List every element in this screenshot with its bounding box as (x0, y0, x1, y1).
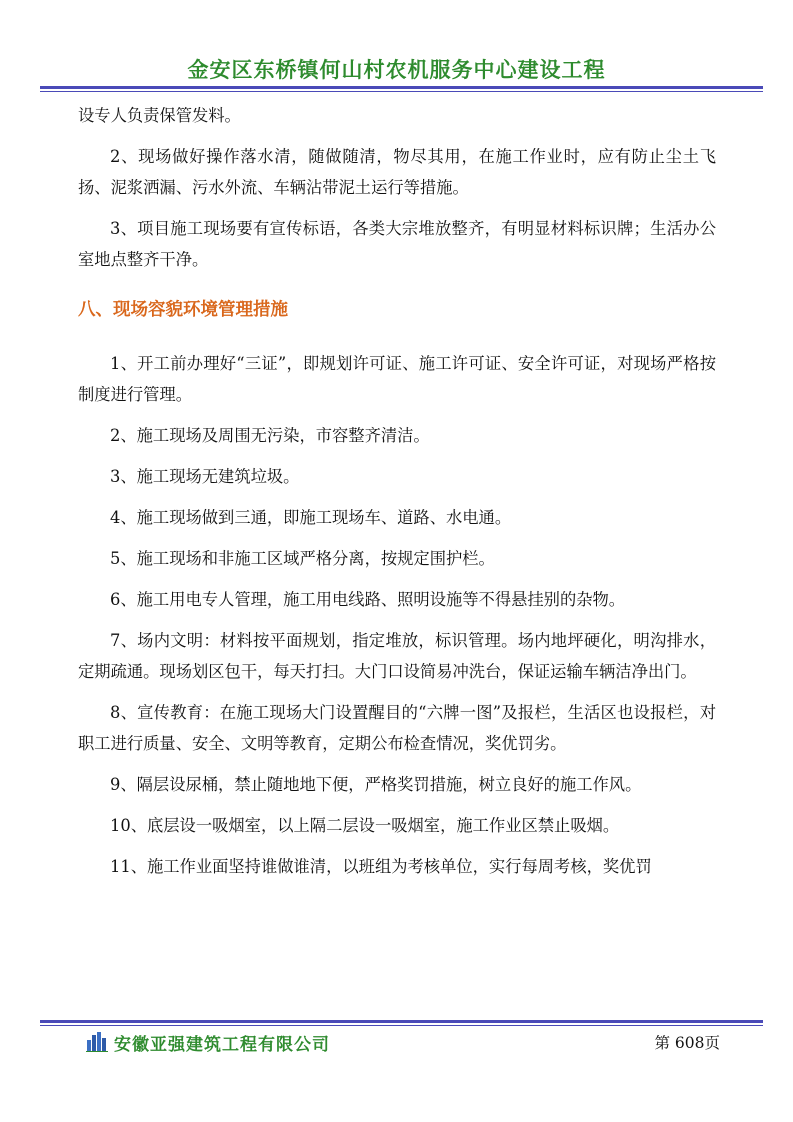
paragraph: 1、开工前办理好“三证”，即规划许可证、施工许可证、安全许可证，对现场严格按制度进行管理。 (78, 354, 716, 404)
building-logo-icon (86, 1032, 108, 1052)
page-number: 第 608页 (654, 1034, 720, 1052)
footer-rule-thin (40, 1025, 763, 1026)
company-name: 安徽亚强建筑工程有限公司 (114, 1035, 330, 1055)
paragraph: 2、施工现场及周围无污染，市容整齐清洁。 (110, 426, 430, 445)
document-body (78, 100, 716, 892)
paragraph: 2、现场做好操作落水清，随做随清，物尽其用，在施工作业时，应有防止尘土飞扬、泥浆洒漏、污水外流、车辆沾带泥土运行等措施。 (78, 147, 716, 197)
footer-rule-thick (40, 1020, 763, 1023)
paragraph: 4、施工现场做到三通，即施工现场车、道路、水电通。 (110, 508, 512, 527)
paragraph: 11、施工作业面坚持谁做谁清，以班组为考核单位，实行每周考核，奖优罚 (110, 857, 652, 876)
paragraph: 6、施工用电专人管理，施工用电线路、照明设施等不得悬挂别的杂物。 (110, 590, 626, 609)
paragraph: 7、场内文明：材料按平面规划，指定堆放，标识管理。场内地坪硬化，明沟排水，定期疏通。现场划区包干，每天打扫。大门口设简易冲洗台，保证运输车辆洁净出门。 (78, 631, 716, 681)
header-rule-thick (40, 86, 763, 89)
paragraph: 8、宣传教育：在施工现场大门设置醒目的“六牌一图”及报栏，生活区也设报栏，对职工进行质量、安全、文明等教育，定期公布检查情况，奖优罚劣。 (78, 703, 716, 753)
header-rule-thin (40, 91, 763, 92)
paragraph: 9、隔层设尿桶，禁止随地地下便，严格奖罚措施，树立良好的施工作风。 (110, 775, 642, 794)
page-footer (86, 1030, 726, 1056)
paragraph: 3、项目施工现场要有宣传标语，各类大宗堆放整齐，有明显材料标识牌；生活办公室地点整齐干净。 (78, 219, 716, 269)
paragraph: 3、施工现场无建筑垃圾。 (110, 467, 300, 486)
document-title: 金安区东桥镇何山村农机服务中心建设工程 (187, 58, 606, 82)
paragraph: 设专人负责保管发料。 (78, 106, 241, 125)
paragraph: 5、施工现场和非施工区域严格分离，按规定围护栏。 (110, 549, 495, 568)
paragraph: 10、底层设一吸烟室，以上隔二层设一吸烟室，施工作业区禁止吸烟。 (110, 816, 620, 835)
section-heading: 八、现场容貌环境管理措施 (78, 300, 288, 320)
